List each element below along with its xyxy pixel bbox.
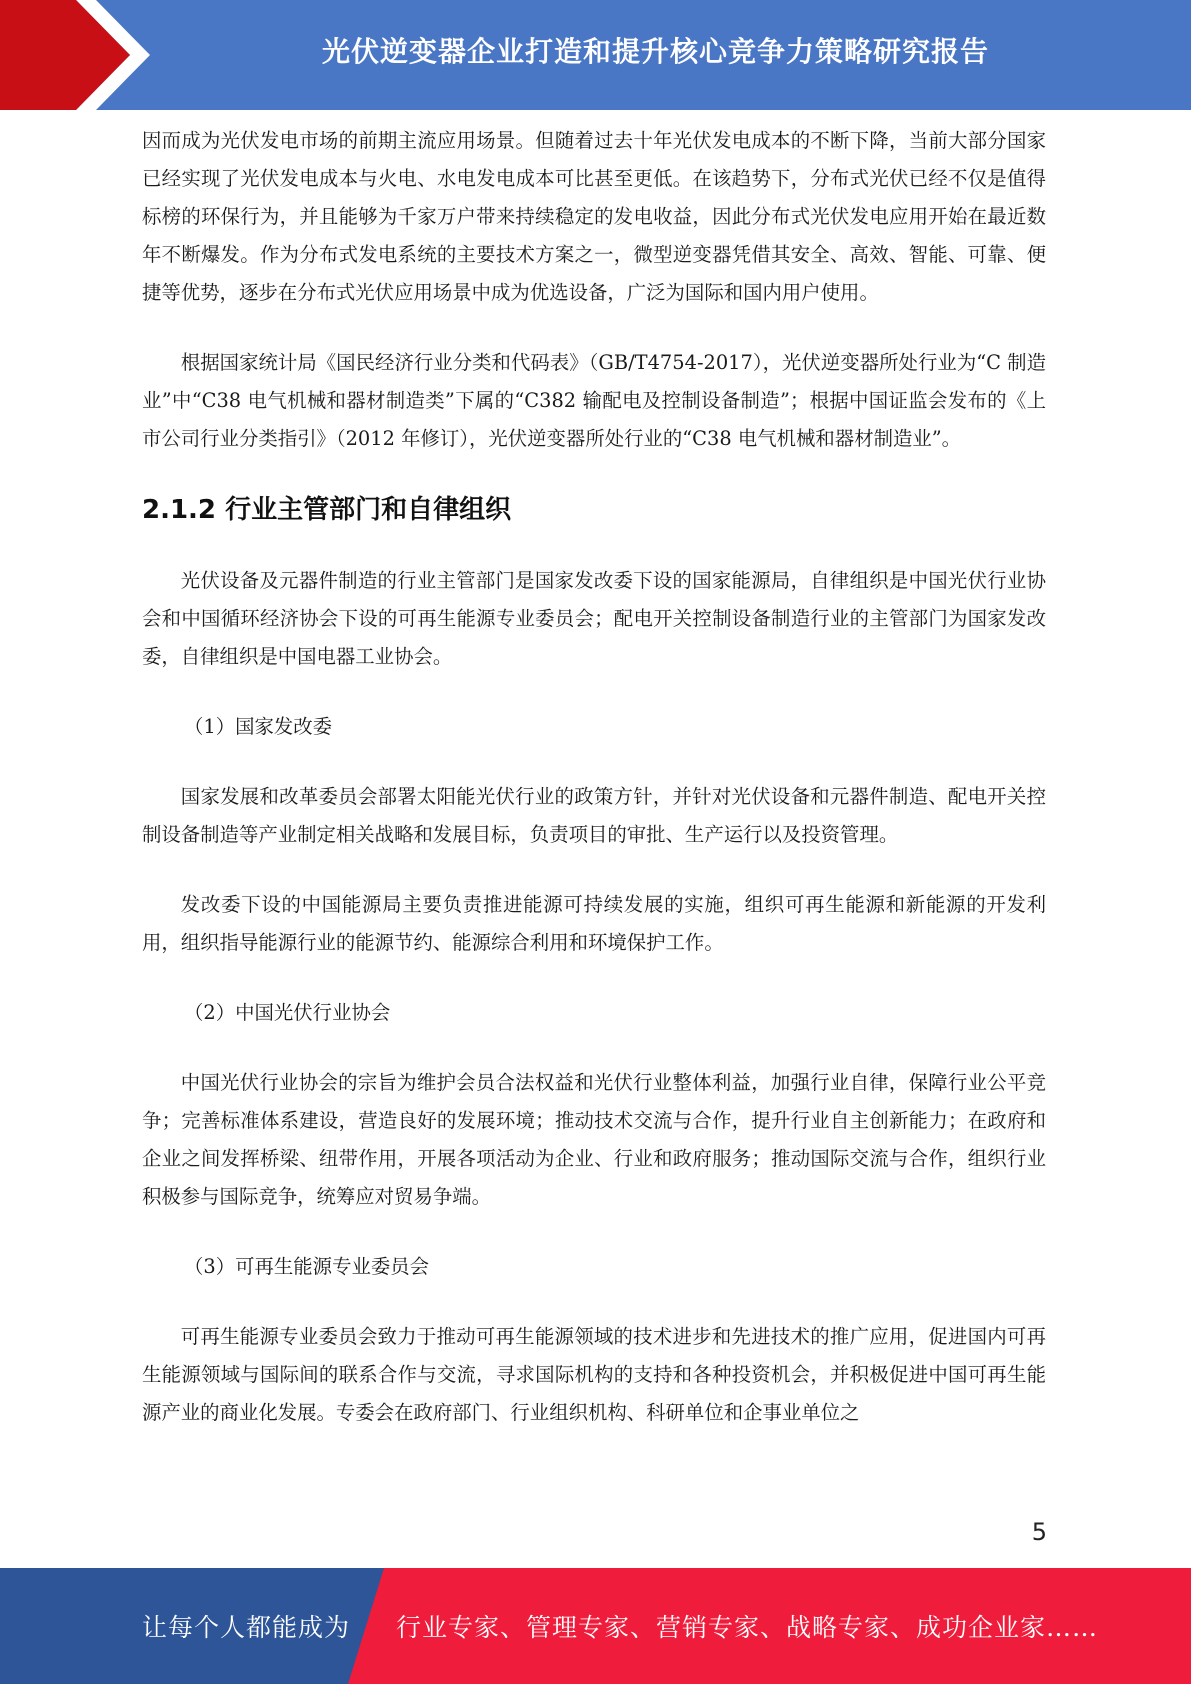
body-paragraph: 可再生能源专业委员会致力于推动可再生能源领域的技术进步和先进技术的推广应用，促进国内可再生能源领域与国际间的联系合作与交流，寻求国际机构的支持和各种投资机会，并积极促进中国可再生能源产业的商业化发展。专委会在政府部门、行业组织机构、科研单位和企事业单位之 bbox=[142, 1325, 1046, 1424]
block-spacer bbox=[142, 458, 1046, 490]
body-paragraph: 光伏设备及元器件制造的行业主管部门是国家发改委下设的国家能源局，自律组织是中国光伏行业协会和中国循环经济协会下设的可再生能源专业委员会；配电开关控制设备制造行业的主管部门为国家发改委，自律组织是中国电器工业协会。 bbox=[142, 569, 1046, 668]
body-paragraph: 因而成为光伏发电市场的前期主流应用场景。但随着过去十年光伏发电成本的不断下降，当前大部分国家已经实现了光伏发电成本与火电、水电发电成本可比甚至更低。在该趋势下，分布式光伏已经不仅是值得标榜的环保行为，并且能够为千家万户带来持续稳定的发电收益，因此分布式光伏发电应用开始在最近数年不断爆发。作为分布式发电系统的主要技术方案之一，微型逆变器凭借其安全、高效、智能、可靠、便捷等优势，逐步在分布式光伏应用场景中成为优选设备，广泛为国际和国内用户使用。 bbox=[142, 129, 1046, 304]
page-header bbox=[0, 0, 1191, 110]
subsection-label: （3）可再生能源专业委员会 bbox=[184, 1255, 430, 1278]
body-paragraph: 国家发展和改革委员会部署太阳能光伏行业的政策方针，并针对光伏设备和元器件制造、配电开关控制设备制造等产业制定相关战略和发展目标，负责项目的审批、生产运行以及投资管理。 bbox=[142, 785, 1046, 846]
block-spacer bbox=[142, 1032, 1046, 1064]
block-spacer bbox=[142, 312, 1046, 344]
footer-slogan-right: 行业专家、管理专家、营销专家、战略专家、成功企业家…… bbox=[396, 1613, 1099, 1642]
footer-slogan-left: 让每个人都能成为 bbox=[142, 1613, 351, 1642]
block-spacer bbox=[142, 530, 1046, 562]
header-title: 光伏逆变器企业打造和提升核心竞争力策略研究报告 bbox=[321, 35, 989, 68]
block-spacer bbox=[142, 962, 1046, 994]
body-paragraph: 根据国家统计局《国民经济行业分类和代码表》（GB/T4754-2017），光伏逆变器所处行业为“C 制造业”中“C38 电气机械和器材制造类”下属的“C382 输配电及控制设备制造”；根据中国证监会发布的《上市公司行业分类指引》（2012 年修订），光伏逆变器所处行业的“C38 电气机械和器材制造业”。 bbox=[142, 351, 1046, 450]
block-spacer bbox=[142, 676, 1046, 708]
body-paragraph: 发改委下设的中国能源局主要负责推进能源可持续发展的实施，组织可再生能源和新能源的开发利用，组织指导能源行业的能源节约、能源综合利用和环境保护工作。 bbox=[142, 893, 1046, 954]
subsection-label: （1）国家发改委 bbox=[184, 715, 333, 738]
page-number: 5 bbox=[1031, 1518, 1047, 1546]
document-body bbox=[142, 122, 1046, 1432]
block-spacer bbox=[142, 854, 1046, 886]
block-spacer bbox=[142, 746, 1046, 778]
block-spacer bbox=[142, 1286, 1046, 1318]
body-paragraph: 中国光伏行业协会的宗旨为维护会员合法权益和光伏行业整体利益，加强行业自律，保障行业公平竞争；完善标准体系建设，营造良好的发展环境；推动技术交流与合作，提升行业自主创新能力；在政府和企业之间发挥桥梁、纽带作用，开展各项活动为企业、行业和政府服务；推动国际交流与合作，组织行业积极参与国际竞争，统筹应对贸易争端。 bbox=[142, 1071, 1046, 1208]
subsection-label: （2）中国光伏行业协会 bbox=[184, 1001, 391, 1024]
block-spacer bbox=[142, 1216, 1046, 1248]
page-footer bbox=[0, 1568, 1191, 1684]
section-heading: 2.1.2 行业主管部门和自律组织 bbox=[142, 495, 512, 525]
